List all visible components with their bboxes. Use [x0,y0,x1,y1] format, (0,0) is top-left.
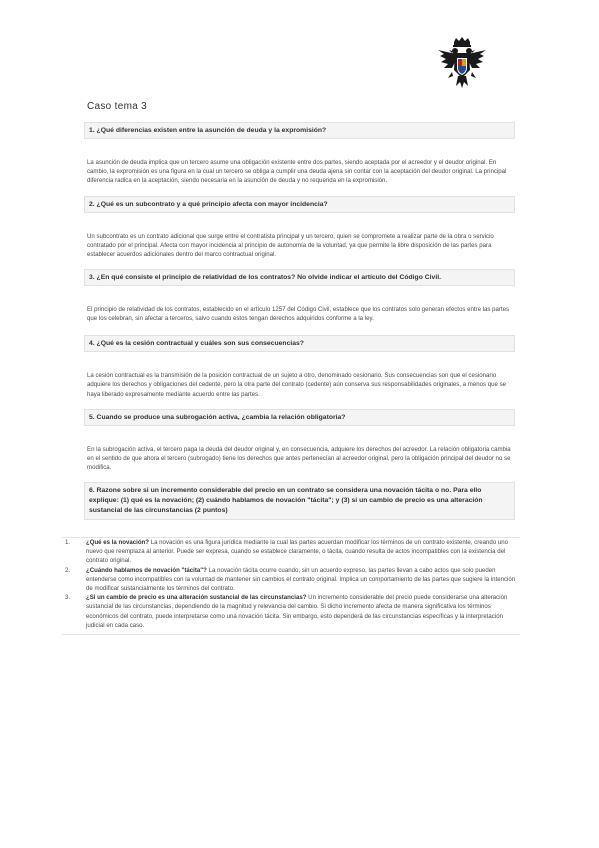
question-heading: 4. ¿Qué es la cesión contractual y cuáles son sus consecuencias? [84,335,515,352]
answer-text: La asunción de deuda implica que un tercero asume una obligación existente entre dos partes, siendo aceptada por el acreedor y el deudor original. En cambio, la expromisión es una figura en la cual un tercero se obliga a cumplir una deuda ajena sin contar con la aceptación del deudor original. La principal diferencia radica en la aceptación, siendo necesaria en la asunción de deuda y no requerida en la expromisión. [87,159,507,185]
answer-heading: ¿Cuándo hablamos de novación "tácita"? [86,566,207,574]
question-heading: 2. ¿Qué es un subcontrato y a qué principio afecta con mayor incidencia? [84,196,515,213]
question-heading: 3. ¿En qué consiste el principio de relatividad de los contratos? No olvide indicar el artículo del Código Civil. [84,269,515,286]
answer-heading: ¿Si un cambio de precio es una alteración sustancial de las circunstancias? [86,594,307,602]
answer-item [62,566,520,594]
question-heading: 1. ¿Qué diferencias existen entre la asunción de deuda y la expromisión? [84,122,515,139]
answer-body [86,566,520,594]
answer-body [86,538,520,566]
answer-number: 1. [65,539,71,546]
answer-item [62,538,520,566]
answer-text: La cesión contractual es la transmisión de la posición contractual de un sujeto a otro, denominado cesionario. Sus consecuencias son que el cesionario adquiere los derechos y obligaciones del cedente, pero la otra parte del contrato (cedente) aún conserva sus responsabilidades originales, a menos que se haya liberado expresamente mediante acuerdo entre las partes. [87,372,507,398]
question-block [84,269,515,335]
question-block [84,196,515,270]
answer-body [86,593,520,630]
question-6-answers [62,537,520,635]
answer-content: La novación tácita ocurre cuando, sin un acuerdo expreso, las partes llevan a cabo actos que solo pueden entenderse como incompatibles con la voluntad de mantener sin cambios el contrato original. Implica un comportamiento de las partes que sugiere la intención de modificar sustancialmente los términos del contrato. [86,566,516,593]
question-block [84,482,515,520]
university-seal-logo [434,36,490,92]
answer-text: Un subcontrato es un contrato adicional que surge entre el contratista principal y un tercero, quien se compromete a realizar parte de la obra o servicio contratado por el principal. Afecta con mayor incidencia al principio de autonomía de la voluntad, ya que permite la libre disposición de las partes para establecer acuerdos adicionales dentro del marco contractual original. [87,232,494,259]
answer-item [62,593,520,630]
answer-number: 2. [65,566,71,574]
question-block [84,122,515,196]
answer-text: El principio de relatividad de los contratos, establecido en el artículo 1257 del Código Civil, establece que los contratos solo generan efectos entre las partes que los celebran, sin afectar a terceros, salvo cuando estos tengan derechos adquiridos conforme a la ley. [87,306,510,323]
question-block [84,409,515,483]
page-title: Caso tema 3 [87,101,147,112]
answer-number: 3. [65,594,71,602]
answer-heading: ¿Qué es la novación? [86,539,149,546]
question-block [84,335,515,409]
answer-text: En la subrogación activa, el tercero paga la deuda del deudor original y, en consecuencia, adquiere los derechos del acreedor. La relación obligatoria cambia en el sentido de que ahora el tercero (subrogado) tiene los derechos que antes pertenecían al acreedor original, pero la obligación principal del deudor no se modifica. [87,445,511,472]
answer-content: La novación es una figura jurídica mediante la cual las partes acuerdan modificar los términos de un contrato existente, creando uno nuevo que reemplaza al anterior. Puede ser expresa, cuando se establece claramente, o tácita, cuando resulta de actos incompatibles con la existencia del contrato original. [86,539,509,565]
question-heading-6: 6. Razone sobre si un incremento considerable del precio en un contrato se considera una novación tácita o no. Para ello explique: (1) qué es la novación; (2) cuándo hablamos de novación "tácita"; y (3) si un cambio de precio es una alteración sustancial de las circunstancias (2 puntos) [84,482,515,520]
questions-section [84,122,515,520]
answer-content: Un incremento considerable del precio puede considerarse una alteración sustancial de las circunstancias, dependiendo de la magnitud y relevancia del cambio. Si dicho incremento afecta de manera significativa los términos económicos del contrato, puede interpretarse como una novación tácita. Sin embargo, esto dependerá de las circunstancias específicas y la interpretación judicial en cada caso. [86,594,508,629]
question-heading: 5. Cuando se produce una subrogación activa, ¿cambia la relación obligatoria? [84,409,515,426]
